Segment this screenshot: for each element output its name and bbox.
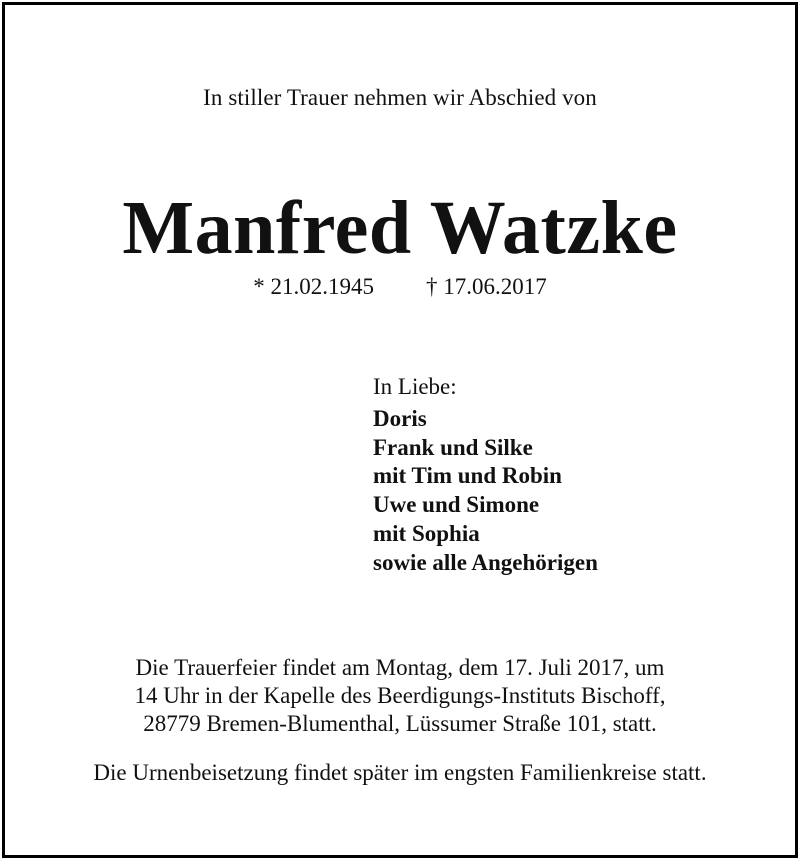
ceremony-info bbox=[5, 654, 795, 738]
urn-burial-info: Die Urnenbeisetzung findet später im engsten Familienkreise statt. bbox=[93, 760, 707, 785]
mourners-list bbox=[373, 405, 598, 577]
mourner-item: mit Tim und Robin bbox=[373, 463, 562, 489]
birth-date: * 21.02.1945 bbox=[253, 274, 374, 299]
deceased-name: Manfred Watzke bbox=[122, 186, 678, 270]
mourner-item: mit Sophia bbox=[373, 520, 480, 546]
life-dates bbox=[5, 274, 795, 300]
ceremony-line: 28779 Bremen-Blumenthal, Lüssumer Straße 101, statt. bbox=[143, 711, 657, 736]
mourner-item: Doris bbox=[373, 406, 427, 431]
ceremony-line: Die Trauerfeier findet am Montag, dem 17. Juli 2017, um bbox=[135, 655, 665, 680]
love-label: In Liebe: bbox=[373, 374, 457, 399]
mourner-item: sowie alle Angehörigen bbox=[373, 549, 598, 575]
obituary-frame bbox=[2, 2, 798, 858]
intro-text: In stiller Trauer nehmen wir Abschied von bbox=[203, 85, 597, 110]
mourners-block bbox=[373, 374, 598, 577]
mourner-item: Uwe und Simone bbox=[373, 492, 540, 518]
mourner-item: Frank und Silke bbox=[373, 434, 533, 460]
ceremony-line: 14 Uhr in der Kapelle des Beerdigungs-Instituts Bischoff, bbox=[134, 683, 666, 708]
death-date: † 17.06.2017 bbox=[426, 274, 547, 299]
